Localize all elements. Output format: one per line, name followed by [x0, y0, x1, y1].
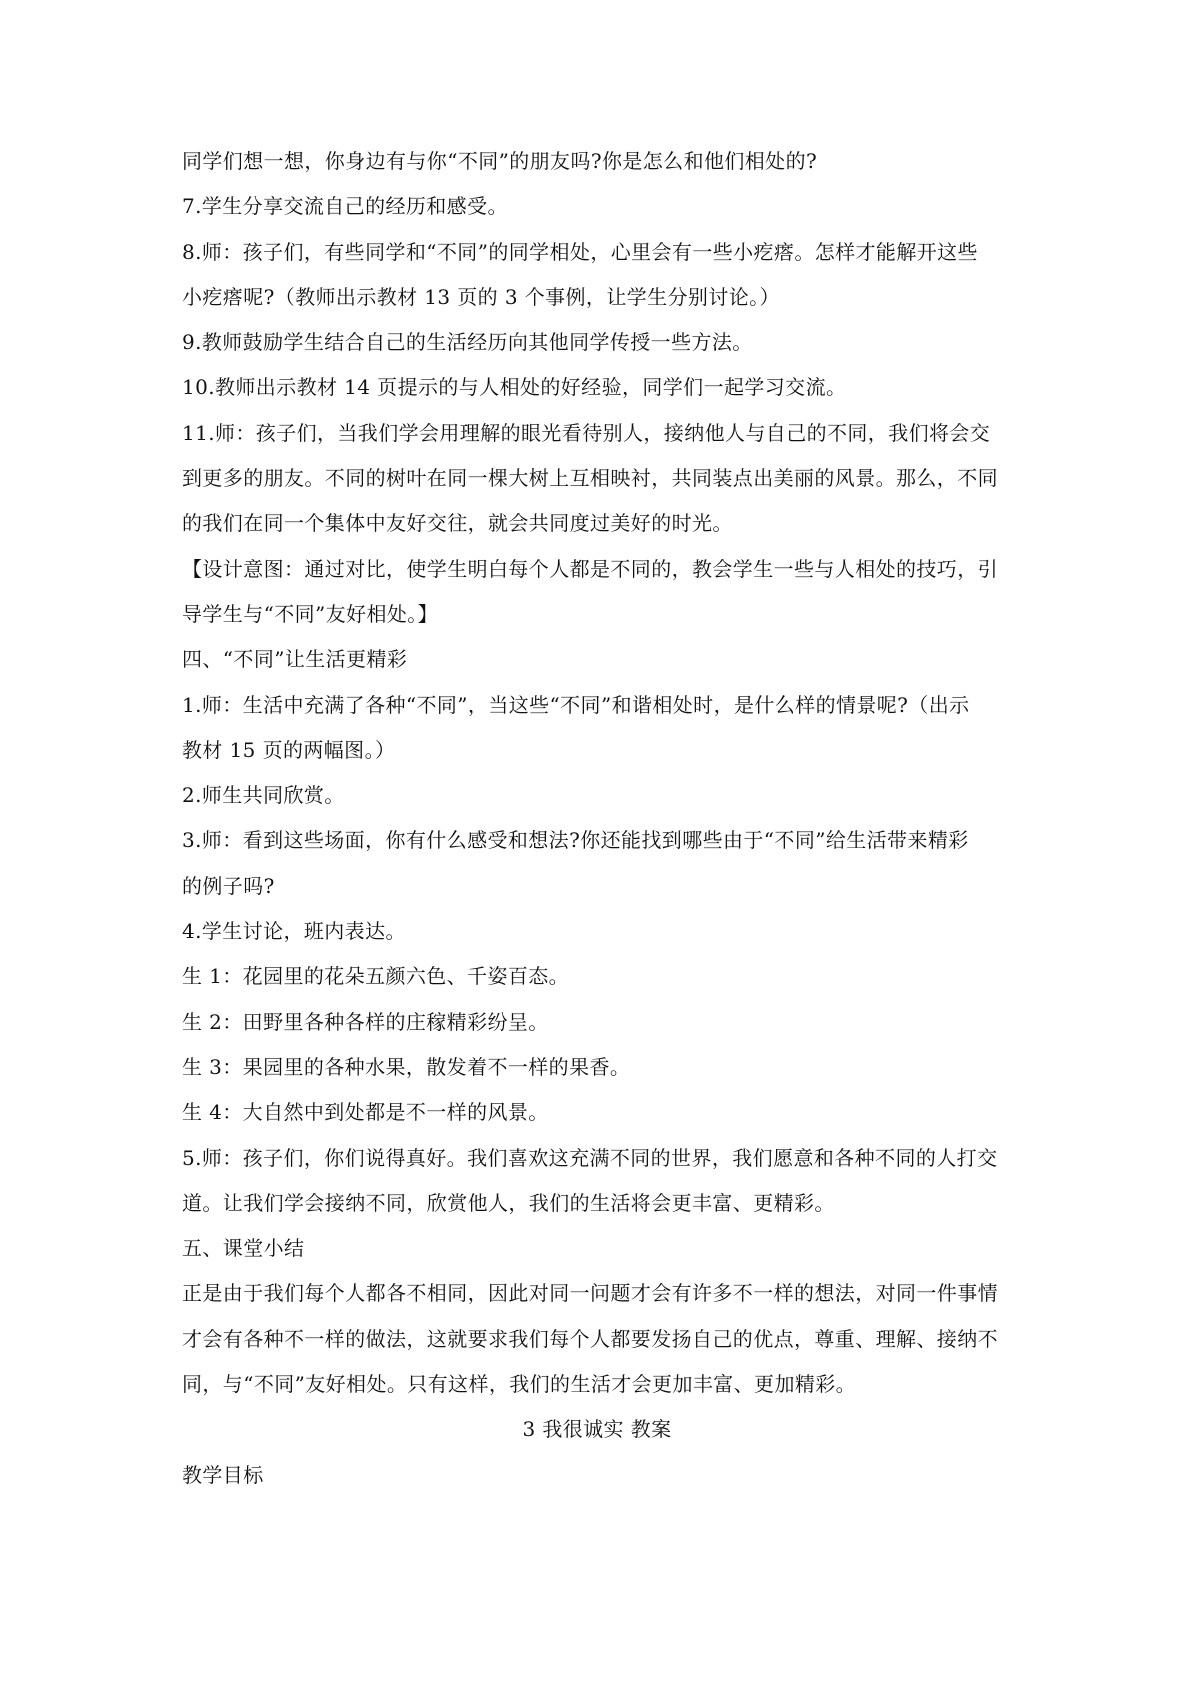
paragraph-line: 同，与“不同”友好相处。只有这样，我们的生活才会更加丰富、更加精彩。: [182, 1372, 857, 1397]
paragraph-line: 的例子吗?: [182, 873, 275, 898]
paragraph-line: 生 3：果园里的各种水果，散发着不一样的果香。: [182, 1054, 631, 1079]
paragraph-line: 正是由于我们每个人都各不相同，因此对同一问题才会有许多不一样的想法，对同一件事情: [182, 1281, 998, 1306]
design-intent-line: 【设计意图：通过对比，使学生明白每个人都是不同的，教会学生一些与人相处的技巧，引: [182, 556, 998, 581]
section-heading: 五、课堂小结: [182, 1236, 305, 1261]
paragraph-line: 7.学生分享交流自己的经历和感受。: [182, 194, 508, 219]
paragraph-line: 8.师：孩子们，有些同学和“不同”的同学相处，心里会有一些小疙瘩。怎样才能解开这些: [182, 239, 978, 264]
section-heading: 教学目标: [182, 1462, 264, 1487]
paragraph-line: 2.师生共同欣赏。: [182, 783, 345, 808]
design-intent-line: 导学生与“不同”友好相处。】: [182, 601, 439, 626]
paragraph-line: 3.师：看到这些场面，你有什么感受和想法?你还能找到哪些由于“不同”给生活带来精彩: [182, 828, 969, 853]
paragraph-line: 生 1：花园里的花朵五颜六色、千姿百态。: [182, 964, 570, 989]
paragraph-line: 1.师：生活中充满了各种“不同”，当这些“不同”和谐相处时，是什么样的情景呢?（出示: [182, 692, 970, 717]
paragraph-line: 道。让我们学会接纳不同，欣赏他人，我们的生活将会更丰富、更精彩。: [182, 1190, 835, 1215]
paragraph-line: 才会有各种不一样的做法，这就要求我们每个人都要发扬自己的优点，尊重、理解、接纳不: [182, 1326, 998, 1351]
paragraph-line: 4.学生讨论，班内表达。: [182, 919, 406, 944]
section-heading: 四、“不同”让生活更精彩: [182, 647, 408, 672]
paragraph-line: 10.教师出示教材 14 页提示的与人相处的好经验，同学们一起学习交流。: [182, 375, 847, 400]
paragraph-line: 生 4：大自然中到处都是不一样的风景。: [182, 1100, 549, 1125]
lesson-title: 3 我很诚实 教案: [522, 1417, 672, 1442]
paragraph-line: 11.师：孩子们，当我们学会用理解的眼光看待别人，接纳他人与自己的不同，我们将会交: [182, 420, 991, 445]
paragraph-line: 同学们想一想，你身边有与你“不同”的朋友吗?你是怎么和他们相处的?: [182, 149, 818, 173]
document-page: [182, 149, 1012, 1508]
paragraph-line: 小疙瘩呢?（教师出示教材 13 页的 3 个事例，让学生分别讨论。）: [182, 284, 780, 309]
paragraph-line: 教材 15 页的两幅图。）: [182, 737, 396, 762]
paragraph-line: 的我们在同一个集体中友好交往，就会共同度过美好的时光。: [182, 511, 733, 536]
paragraph-line: 9.教师鼓励学生结合自己的生活经历向其他同学传授一些方法。: [182, 330, 753, 355]
paragraph-line: 生 2：田野里各种各样的庄稼精彩纷呈。: [182, 1009, 549, 1034]
paragraph-line: 5.师：孩子们，你们说得真好。我们喜欢这充满不同的世界，我们愿意和各种不同的人打交: [182, 1145, 998, 1170]
paragraph-line: 到更多的朋友。不同的树叶在同一棵大树上互相映衬，共同装点出美丽的风景。那么，不同: [182, 466, 998, 491]
